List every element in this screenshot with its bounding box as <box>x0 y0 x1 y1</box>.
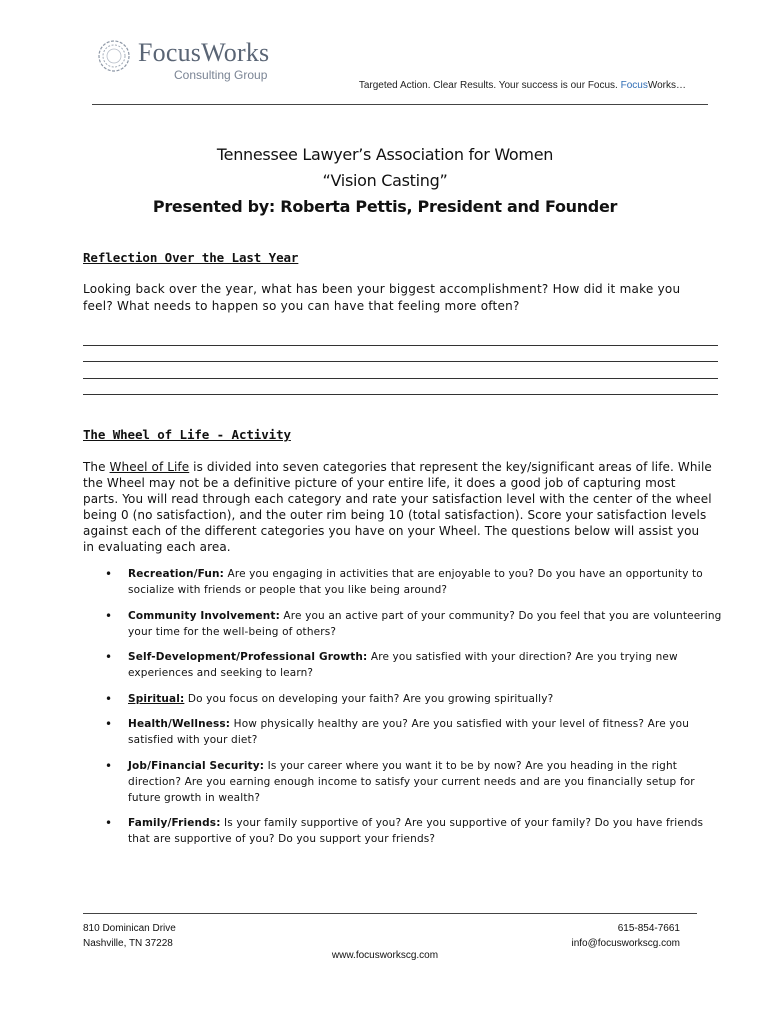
reflection-heading: Reflection Over the Last Year <box>83 250 299 265</box>
footer-rule <box>83 913 697 914</box>
list-item <box>83 608 723 640</box>
category-label: Recreation/Fun: <box>128 568 225 580</box>
reflection-prompt: Looking back over the year, what has been your biggest accomplishment? How did it make you feel? What needs to happen so you can have that feeling more often? <box>83 282 681 313</box>
category-list <box>83 566 723 857</box>
category-label: Family/Friends: <box>128 817 221 829</box>
bullet-icon: • <box>105 650 113 664</box>
footer-address <box>83 921 176 951</box>
address-line-1: 810 Dominican Drive <box>83 923 176 934</box>
tagline-text: Targeted Action. Clear Results. Your success is our Focus. <box>358 80 621 91</box>
category-label: Community Involvement: <box>128 609 280 622</box>
answer-line[interactable] <box>83 345 718 346</box>
answer-line[interactable] <box>83 394 718 395</box>
list-item <box>83 716 723 748</box>
category-label: Self-Development/Professional Growth: <box>128 651 368 663</box>
category-label: Health/Wellness: <box>128 718 231 730</box>
wheel-intro <box>83 459 713 555</box>
answer-line[interactable] <box>83 378 718 379</box>
address-line-2: Nashville, TN 37228 <box>83 938 173 949</box>
answer-line[interactable] <box>83 361 718 362</box>
list-item <box>83 815 723 847</box>
header-rule <box>92 104 708 105</box>
wheel-intro-start: The <box>83 460 110 474</box>
footer-website[interactable]: www.focusworkscg.com <box>331 950 439 961</box>
category-text: Is your family supportive of you? Are you supportive of your family? Do you have friends that are supportive of you? Do you support your friends? <box>128 817 704 845</box>
list-item <box>83 758 723 806</box>
header-tagline <box>300 80 686 91</box>
wheel-intro-text: is divided into seven categories that represent the key/significant areas of life. While the Wheel may not be a definitive picture of your entire life, it does a good job of capturing most parts. You will read through each category and rate your satisfaction level with the center of the wheel being 0 (no satisfaction), and the outer rim being 10 (total satisfaction). Score your satisfaction levels against each of the different categories you have on your Wheel. The questions below will assist you in evaluating each area. <box>83 460 712 554</box>
category-label: Job/Financial Security: <box>128 759 265 772</box>
footer-phone: 615-854-7661 <box>617 923 680 934</box>
category-text: Are you satisfied with your direction? Are you trying new experiences and seeking to learn? <box>128 651 678 679</box>
list-item <box>83 649 723 681</box>
bullet-icon: • <box>105 717 113 731</box>
bullet-icon: • <box>105 758 113 773</box>
list-item <box>83 566 723 598</box>
category-text: Are you an active part of your community? Do you feel that you are volunteering your time for the well-being of others? <box>128 609 722 638</box>
title-presenter: Presented by: Roberta Pettis, President and Founder <box>152 197 618 216</box>
footer-email[interactable]: info@focusworkscg.com <box>571 938 680 949</box>
list-item <box>83 691 723 707</box>
bullet-icon: • <box>105 608 113 623</box>
company-logo <box>96 36 296 86</box>
bullet-icon: • <box>105 816 113 830</box>
tagline-accent: Focus <box>620 80 648 91</box>
category-text: Are you engaging in activities that are enjoyable to you? Do you have an opportunity to socialize with friends or people that you like being around? <box>128 568 703 596</box>
category-label: Spiritual: <box>128 692 185 705</box>
footer-contact <box>571 921 680 951</box>
logo-swirl-icon <box>96 38 132 74</box>
category-text: Is your career where you want it to be by now? Are you heading in the right direction? Are you earning enough income to satisfy your current needs and are you financially setup for future growth in wealth? <box>128 759 695 804</box>
wheel-of-life-link: Wheel of Life <box>109 460 190 474</box>
title-event: “Vision Casting” <box>322 171 448 190</box>
tagline-end: Works… <box>647 80 686 91</box>
logo-subtitle: Consulting Group <box>174 68 268 82</box>
category-text: Do you focus on developing your faith? Are you growing spiritually? <box>184 692 554 705</box>
document-title <box>0 142 770 220</box>
wheel-heading: The Wheel of Life - Activity <box>83 427 291 442</box>
logo-name: FocusWorks <box>138 38 270 67</box>
bullet-icon: • <box>105 567 113 581</box>
bullet-icon: • <box>105 691 113 706</box>
category-text: How physically healthy are you? Are you satisfied with your level of fitness? Are you satisfied with your diet? <box>128 718 690 746</box>
title-organization: Tennessee Lawyer’s Association for Women <box>216 145 554 164</box>
